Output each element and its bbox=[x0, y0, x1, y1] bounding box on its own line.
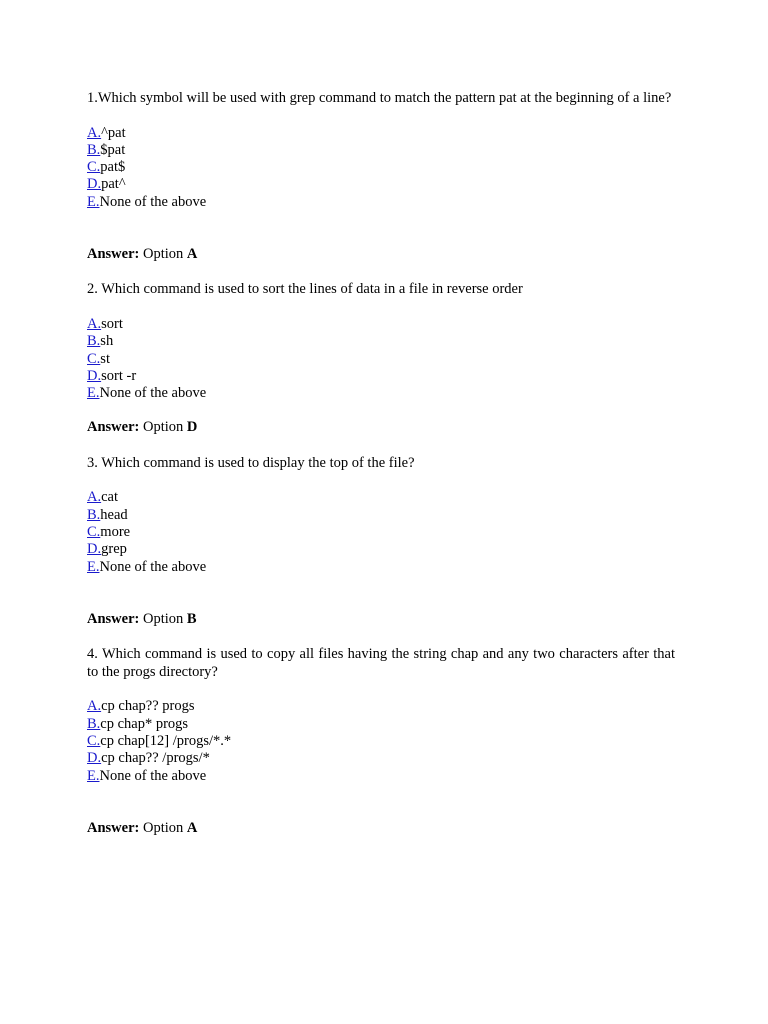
option-text: None of the above bbox=[99, 385, 207, 402]
options-list bbox=[87, 489, 675, 575]
option-text: cp chap[12] /progs/*.* bbox=[100, 733, 232, 750]
option-text: more bbox=[100, 524, 131, 541]
question-text: 4. Which command is used to copy all files having the string chap and any two characters after that to the progs directory? bbox=[87, 646, 675, 680]
option-link[interactable]: A. bbox=[87, 124, 102, 141]
option-text: None of the above bbox=[99, 558, 207, 575]
options-list bbox=[87, 125, 675, 211]
option-link[interactable]: B. bbox=[87, 715, 101, 732]
option-e bbox=[87, 768, 675, 785]
answer-line bbox=[87, 820, 675, 838]
option-text: None of the above bbox=[99, 767, 207, 784]
option-text: cp chap* progs bbox=[100, 715, 189, 732]
option-a bbox=[87, 698, 675, 715]
option-text: None of the above bbox=[99, 193, 207, 210]
option-link[interactable]: E. bbox=[87, 193, 100, 210]
option-b bbox=[87, 142, 675, 159]
question-block-3 bbox=[87, 455, 675, 628]
answer-value: A bbox=[186, 819, 198, 836]
option-link[interactable]: D. bbox=[87, 541, 102, 558]
question-text: 3. Which command is used to display the top of the file? bbox=[87, 454, 415, 471]
answer-line bbox=[87, 246, 675, 264]
option-link[interactable]: D. bbox=[87, 750, 102, 767]
answer-value: B bbox=[186, 610, 197, 627]
option-b bbox=[87, 333, 675, 350]
option-link[interactable]: E. bbox=[87, 558, 100, 575]
option-link[interactable]: C. bbox=[87, 350, 101, 367]
document-page bbox=[87, 90, 675, 837]
option-text: pat$ bbox=[100, 159, 126, 176]
answer-value: D bbox=[186, 419, 198, 436]
answer-prefix: Option bbox=[142, 610, 184, 627]
answer-line bbox=[87, 611, 675, 629]
option-text: sort bbox=[101, 315, 123, 332]
answer-label: Answer: bbox=[87, 819, 140, 836]
option-link[interactable]: A. bbox=[87, 489, 102, 506]
option-e bbox=[87, 194, 675, 211]
option-d bbox=[87, 368, 675, 385]
question-text: 2. Which command is used to sort the lines of data in a file in reverse order bbox=[87, 281, 523, 298]
answer-label: Answer: bbox=[87, 610, 140, 627]
option-text: ^pat bbox=[101, 124, 126, 141]
option-text: cat bbox=[101, 489, 119, 506]
option-link[interactable]: E. bbox=[87, 385, 100, 402]
option-link[interactable]: D. bbox=[87, 176, 102, 193]
question-block-1 bbox=[87, 90, 675, 263]
option-link[interactable]: C. bbox=[87, 524, 101, 541]
answer-prefix: Option bbox=[142, 419, 184, 436]
option-e bbox=[87, 559, 675, 576]
option-c bbox=[87, 733, 675, 750]
option-link[interactable]: D. bbox=[87, 367, 102, 384]
option-a bbox=[87, 316, 675, 333]
option-link[interactable]: B. bbox=[87, 333, 101, 350]
option-d bbox=[87, 750, 675, 767]
option-d bbox=[87, 541, 675, 558]
option-link[interactable]: C. bbox=[87, 159, 101, 176]
option-text: st bbox=[100, 350, 110, 367]
option-text: cp chap?? progs bbox=[101, 698, 195, 715]
option-text: sh bbox=[100, 333, 114, 350]
option-link[interactable]: A. bbox=[87, 315, 102, 332]
option-text: grep bbox=[101, 541, 127, 558]
option-text: $pat bbox=[100, 141, 126, 158]
option-link[interactable]: B. bbox=[87, 141, 101, 158]
answer-value: A bbox=[186, 245, 198, 262]
question-text: 1.Which symbol will be used with grep command to match the pattern pat at the beginning of a line? bbox=[87, 90, 672, 106]
option-b bbox=[87, 507, 675, 524]
options-list bbox=[87, 698, 675, 784]
option-link[interactable]: C. bbox=[87, 733, 101, 750]
answer-line bbox=[87, 419, 675, 437]
option-text: sort -r bbox=[101, 367, 137, 384]
option-d bbox=[87, 176, 675, 193]
option-c bbox=[87, 351, 675, 368]
option-link[interactable]: E. bbox=[87, 767, 100, 784]
option-link[interactable]: A. bbox=[87, 698, 102, 715]
answer-prefix: Option bbox=[142, 245, 184, 262]
answer-label: Answer: bbox=[87, 245, 140, 262]
answer-prefix: Option bbox=[142, 819, 184, 836]
option-e bbox=[87, 385, 675, 402]
option-a bbox=[87, 125, 675, 142]
question-block-4 bbox=[87, 646, 675, 837]
option-text: cp chap?? /progs/* bbox=[101, 750, 210, 767]
option-link[interactable]: B. bbox=[87, 506, 101, 523]
question-block-2 bbox=[87, 281, 675, 436]
answer-label: Answer: bbox=[87, 419, 140, 436]
option-c bbox=[87, 159, 675, 176]
option-b bbox=[87, 716, 675, 733]
option-text: head bbox=[100, 506, 128, 523]
option-a bbox=[87, 489, 675, 506]
option-text: pat^ bbox=[101, 176, 126, 193]
option-c bbox=[87, 524, 675, 541]
options-list bbox=[87, 316, 675, 402]
